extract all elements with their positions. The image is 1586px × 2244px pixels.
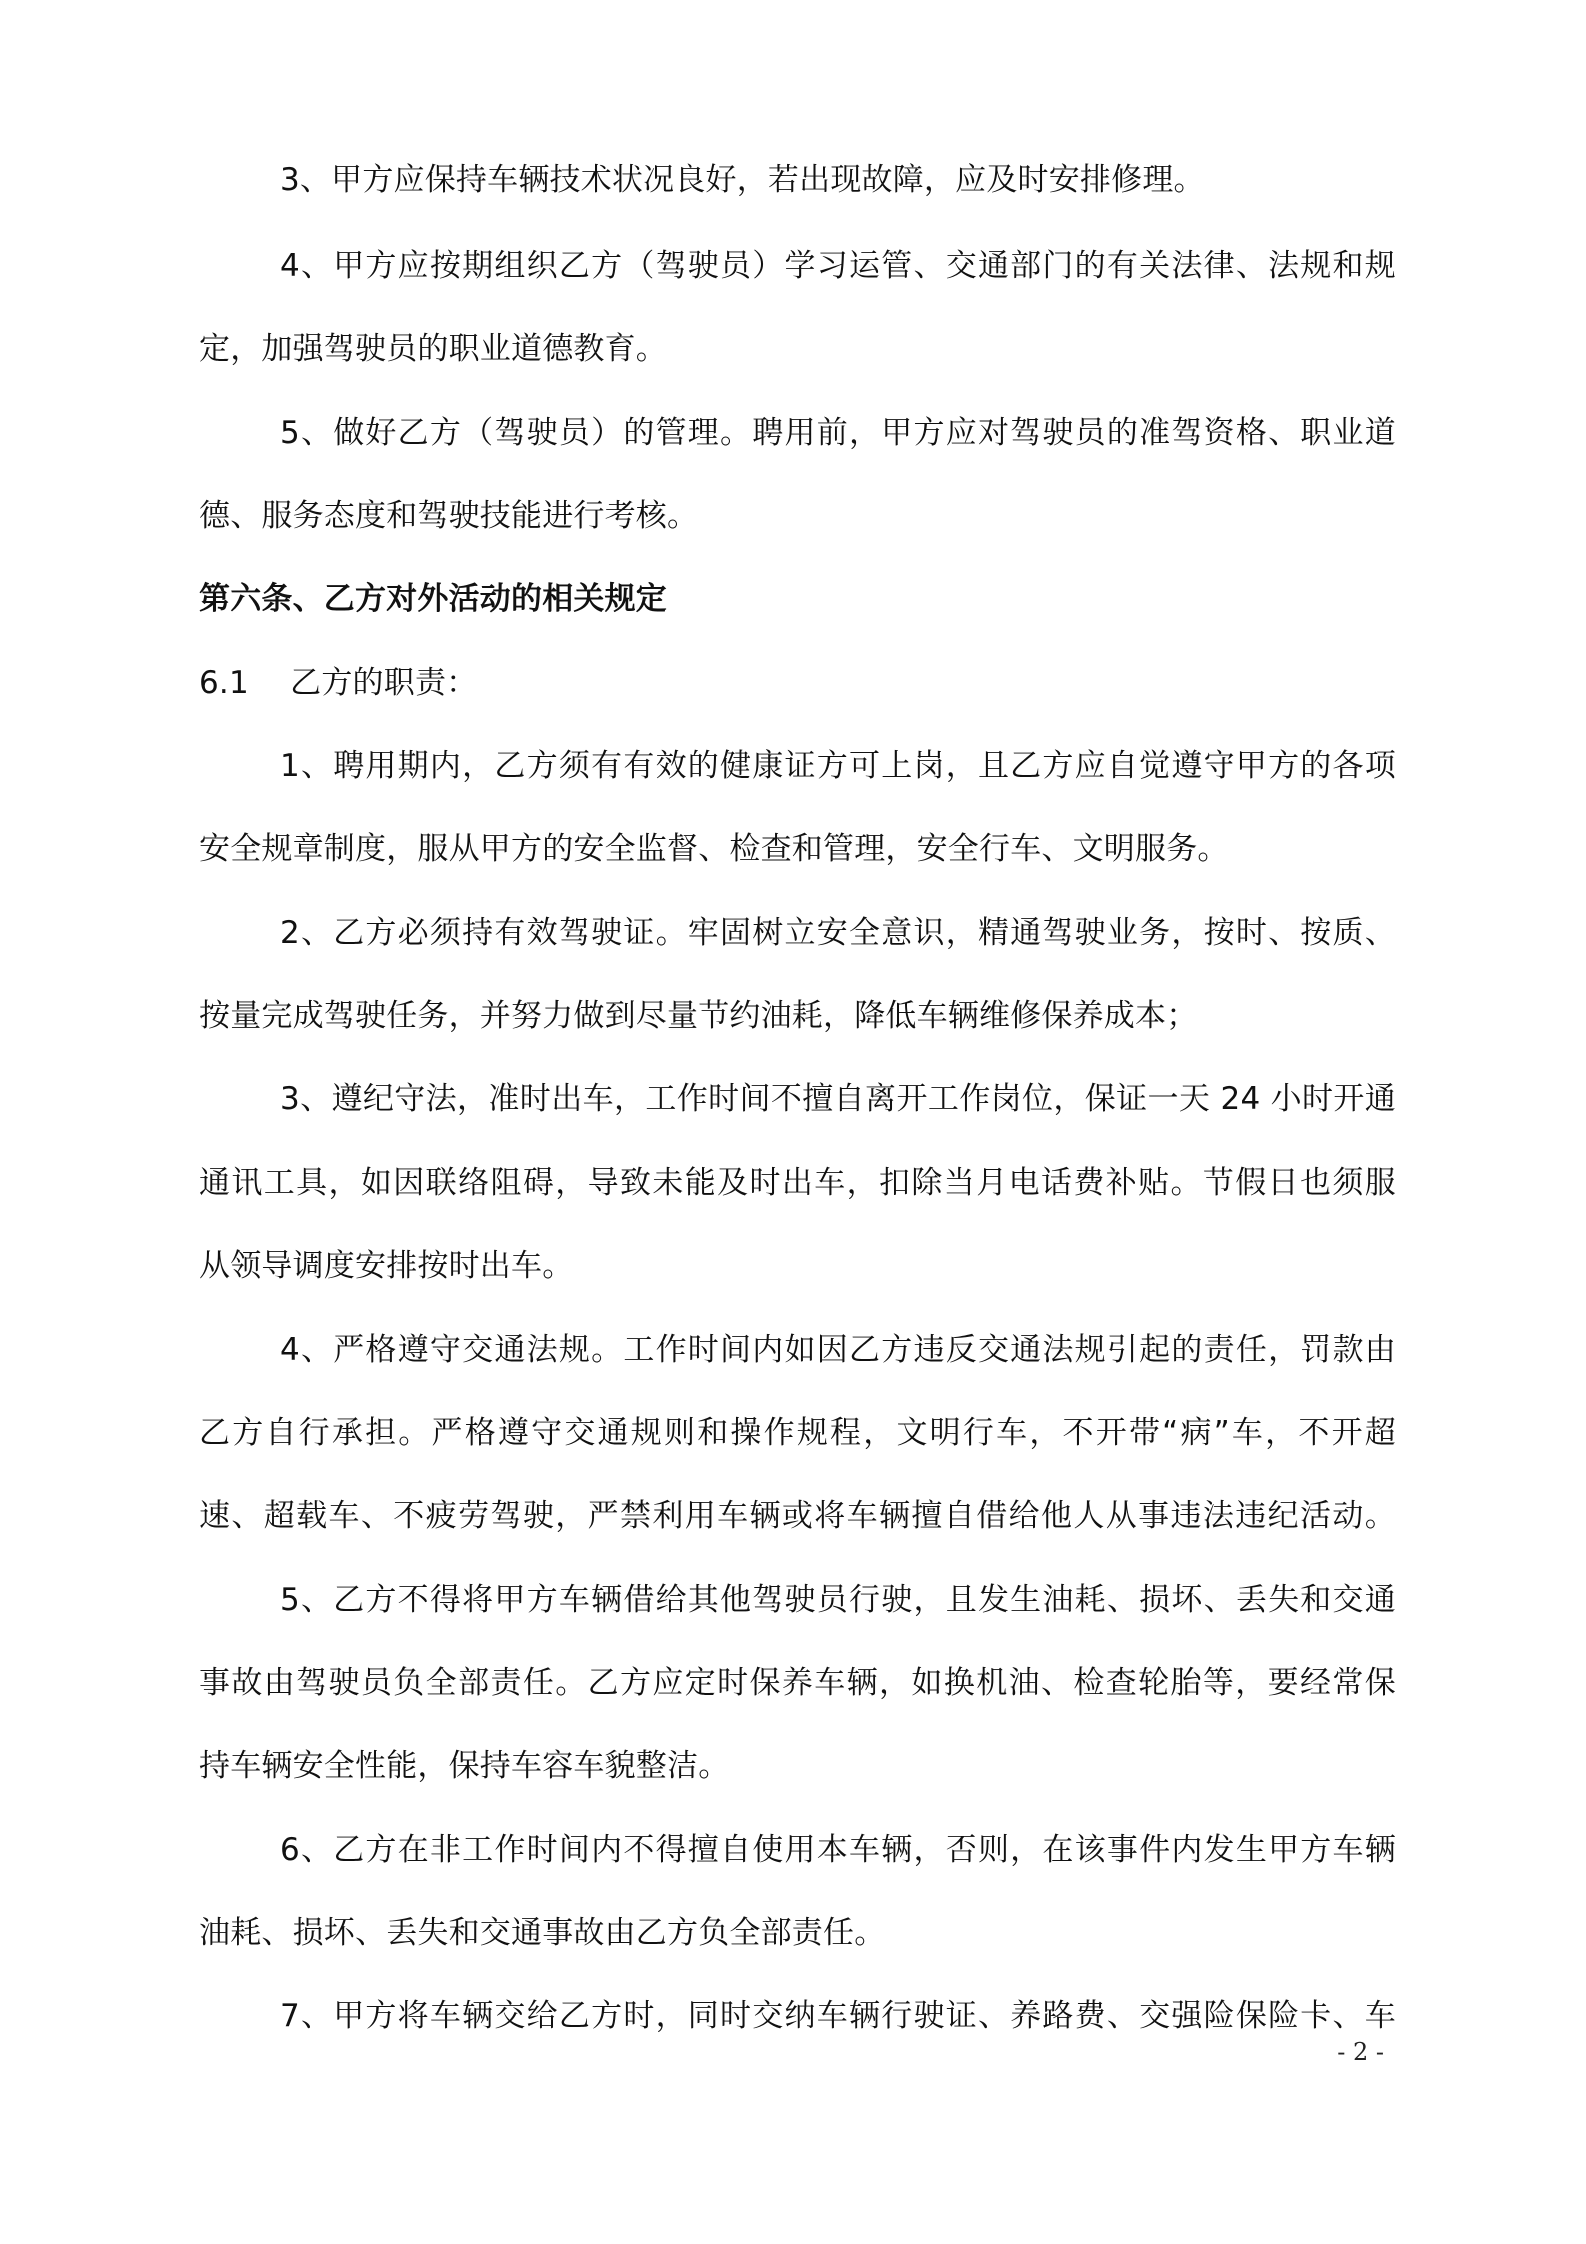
page-number: - 2 - [1337,2038,1384,2066]
text-line: 3、遵纪守法，准时出车，工作时间不擅自离开工作岗位，保证一天 24 小时开通 [280,1081,1396,1117]
text-line: 3、甲方应保持车辆技术状况良好，若出现故障，应及时安排修理。 [280,162,1205,198]
text-line: 速、超载车、不疲劳驾驶，严禁利用车辆或将车辆擅自借给他人从事违法违纪活动。 [199,1498,1396,1534]
text-line: 6、乙方在非工作时间内不得擅自使用本车辆，否则，在该事件内发生甲方车辆 [280,1832,1396,1868]
text-line: 4、甲方应按期组织乙方（驾驶员）学习运管、交通部门的有关法律、法规和规 [280,248,1396,284]
text-line: 1、聘用期内，乙方须有有效的健康证方可上岗，且乙方应自觉遵守甲方的各项 [280,748,1396,784]
text-line: 安全规章制度，服从甲方的安全监督、检查和管理，安全行车、文明服务。 [199,831,1229,867]
text-line: 5、乙方不得将甲方车辆借给其他驾驶员行驶，且发生油耗、损坏、丢失和交通 [280,1582,1396,1618]
text-line: 从领导调度安排按时出车。 [199,1248,574,1284]
text-line: 事故由驾驶员负全部责任。乙方应定时保养车辆，如换机油、检查轮胎等，要经常保 [199,1665,1396,1701]
text-line: 5、做好乙方（驾驶员）的管理。聘用前，甲方应对驾驶员的准驾资格、职业道 [280,415,1396,451]
text-line: 7、甲方将车辆交给乙方时，同时交纳车辆行驶证、养路费、交强险保险卡、车 [280,1998,1396,2034]
subsection-heading: 6.1 乙方的职责： [199,665,478,701]
text-line: 油耗、损坏、丢失和交通事故由乙方负全部责任。 [199,1915,886,1951]
text-line: 德、服务态度和驾驶技能进行考核。 [199,498,699,534]
text-line: 乙方自行承担。严格遵守交通规则和操作规程，文明行车，不开带“病”车，不开超 [199,1415,1396,1451]
text-line: 按量完成驾驶任务，并努力做到尽量节约油耗，降低车辆维修保养成本； [199,998,1198,1034]
text-line: 定，加强驾驶员的职业道德教育。 [199,331,667,367]
section-heading: 第六条、乙方对外活动的相关规定 [199,581,667,617]
text-line: 持车辆安全性能，保持车容车貌整洁。 [199,1748,730,1784]
text-line: 通讯工具，如因联络阻碍，导致未能及时出车，扣除当月电话费补贴。节假日也须服 [199,1165,1396,1201]
text-line: 4、严格遵守交通法规。工作时间内如因乙方违反交通法规引起的责任，罚款由 [280,1332,1396,1368]
text-line: 2、乙方必须持有效驾驶证。牢固树立安全意识，精通驾驶业务，按时、按质、 [280,915,1396,951]
